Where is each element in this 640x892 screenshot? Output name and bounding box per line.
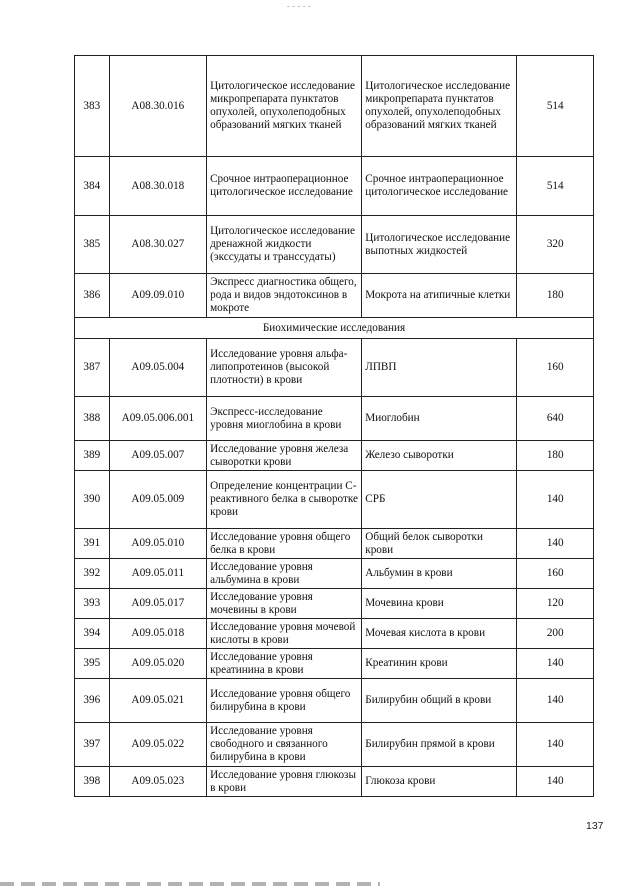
table-row: [75, 157, 594, 216]
service-name: Срочное интраоперационное цитологическое исследование: [207, 157, 362, 216]
row-number: 387: [75, 339, 110, 397]
table-row: [75, 441, 594, 471]
service-name: Экспресс диагностика общего, рода и видов эндотоксинов в мокроте: [207, 274, 362, 318]
service-short-name: Глюкоза крови: [362, 767, 517, 797]
service-short-name: Мочевина крови: [362, 589, 517, 619]
service-code: A08.30.018: [109, 157, 207, 216]
service-price: 320: [517, 216, 594, 274]
row-number: 390: [75, 471, 110, 529]
service-name: Исследование уровня альфа-липопротеинов (высокой плотности) в крови: [207, 339, 362, 397]
table-row: [75, 216, 594, 274]
price-table: [74, 55, 594, 797]
table-row: [75, 274, 594, 318]
service-price: 640: [517, 397, 594, 441]
row-number: 385: [75, 216, 110, 274]
service-price: 514: [517, 56, 594, 157]
service-name: Цитологическое исследование микропрепарата пунктатов опухолей, опухолеподобных образований мягких тканей: [207, 56, 362, 157]
service-short-name: Билирубин общий в крови: [362, 679, 517, 723]
service-short-name: Общий белок сыворотки крови: [362, 529, 517, 559]
table-row: [75, 619, 594, 649]
row-number: 397: [75, 723, 110, 767]
service-name: Исследование уровня общего билирубина в крови: [207, 679, 362, 723]
row-number: 398: [75, 767, 110, 797]
service-code: A09.05.020: [109, 649, 207, 679]
table-row: [75, 649, 594, 679]
service-price: 514: [517, 157, 594, 216]
row-number: 393: [75, 589, 110, 619]
service-short-name: Альбумин в крови: [362, 559, 517, 589]
service-name: Исследование уровня мочевины в крови: [207, 589, 362, 619]
service-name: Исследование уровня мочевой кислоты в крови: [207, 619, 362, 649]
service-code: A09.05.006.001: [109, 397, 207, 441]
service-name: Экспресс-исследование уровня миоглобина в крови: [207, 397, 362, 441]
service-code: A08.30.016: [109, 56, 207, 157]
table-row: [75, 56, 594, 157]
table-row: [75, 767, 594, 797]
service-price: 140: [517, 679, 594, 723]
service-code: A09.05.009: [109, 471, 207, 529]
table-row: [75, 679, 594, 723]
service-code: A09.05.011: [109, 559, 207, 589]
service-name: Исследование уровня креатинина в крови: [207, 649, 362, 679]
service-name: Исследование уровня альбумина в крови: [207, 559, 362, 589]
service-short-name: Мочевая кислота в крови: [362, 619, 517, 649]
service-short-name: ЛПВП: [362, 339, 517, 397]
service-name: Исследование уровня железа сыворотки крови: [207, 441, 362, 471]
row-number: 395: [75, 649, 110, 679]
service-name: Исследование уровня глюкозы в крови: [207, 767, 362, 797]
row-number: 396: [75, 679, 110, 723]
table-row: [75, 397, 594, 441]
service-price: 140: [517, 723, 594, 767]
service-code: A09.05.010: [109, 529, 207, 559]
table-row: [75, 589, 594, 619]
service-name: Исследование уровня общего белка в крови: [207, 529, 362, 559]
row-number: 391: [75, 529, 110, 559]
service-short-name: СРБ: [362, 471, 517, 529]
service-short-name: Миоглобин: [362, 397, 517, 441]
row-number: 388: [75, 397, 110, 441]
service-code: A09.09.010: [109, 274, 207, 318]
service-price: 180: [517, 441, 594, 471]
section-heading: Биохимические исследования: [75, 318, 594, 339]
table-row: [75, 723, 594, 767]
top-scan-mark: [287, 6, 311, 7]
service-price: 160: [517, 559, 594, 589]
service-short-name: Мокрота на атипичные клетки: [362, 274, 517, 318]
service-code: A08.30.027: [109, 216, 207, 274]
table-row: [75, 339, 594, 397]
service-code: A09.05.023: [109, 767, 207, 797]
row-number: 383: [75, 56, 110, 157]
service-code: A09.05.004: [109, 339, 207, 397]
service-short-name: Цитологическое исследование выпотных жидкостей: [362, 216, 517, 274]
service-price: 140: [517, 471, 594, 529]
service-name: Цитологическое исследование дренажной жидкости (экссудаты и транссудаты): [207, 216, 362, 274]
table-row: [75, 529, 594, 559]
service-short-name: Железо сыворотки: [362, 441, 517, 471]
service-code: A09.05.022: [109, 723, 207, 767]
table-row: [75, 559, 594, 589]
service-price: 120: [517, 589, 594, 619]
service-code: A09.05.017: [109, 589, 207, 619]
service-short-name: Срочное интраоперационное цитологическое исследование: [362, 157, 517, 216]
service-price: 140: [517, 767, 594, 797]
service-code: A09.05.018: [109, 619, 207, 649]
service-price: 200: [517, 619, 594, 649]
service-code: A09.05.021: [109, 679, 207, 723]
service-price: 140: [517, 649, 594, 679]
scan-edge-strip: [0, 882, 380, 886]
service-code: A09.05.007: [109, 441, 207, 471]
service-price: 140: [517, 529, 594, 559]
table-row: [75, 471, 594, 529]
service-name: Исследование уровня свободного и связанного билирубина в крови: [207, 723, 362, 767]
row-number: 392: [75, 559, 110, 589]
service-price: 180: [517, 274, 594, 318]
row-number: 389: [75, 441, 110, 471]
service-short-name: Билирубин прямой в крови: [362, 723, 517, 767]
service-name: Определение концентрации С-реактивного белка в сыворотке крови: [207, 471, 362, 529]
row-number: 394: [75, 619, 110, 649]
section-row: [75, 318, 594, 339]
service-price: 160: [517, 339, 594, 397]
row-number: 384: [75, 157, 110, 216]
service-short-name: Креатинин крови: [362, 649, 517, 679]
row-number: 386: [75, 274, 110, 318]
page-number: 137: [586, 820, 604, 832]
service-short-name: Цитологическое исследование микропрепарата пунктатов опухолей, опухолеподобных образований мягких тканей: [362, 56, 517, 157]
